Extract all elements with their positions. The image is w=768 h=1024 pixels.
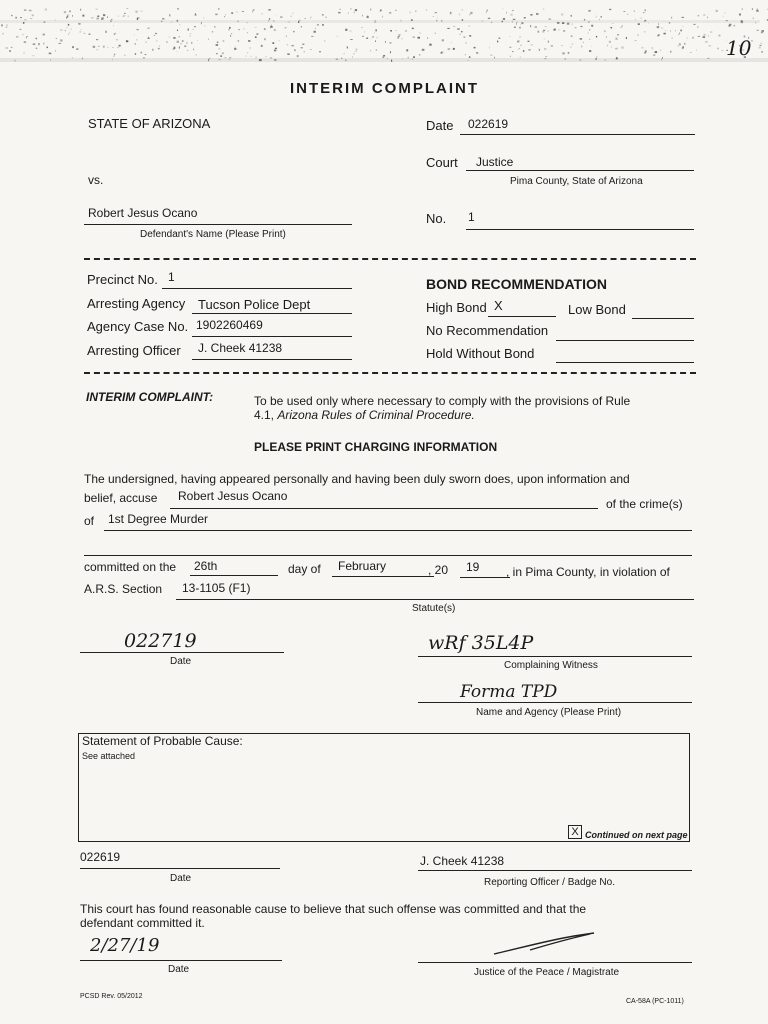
notice-text-2: [254, 408, 475, 422]
vs-label: vs.: [88, 173, 104, 187]
defendant-label: Defendant's Name (Please Print): [140, 229, 286, 240]
charging-heading: PLEASE PRINT CHARGING INFORMATION: [254, 440, 498, 454]
precinct-line: [162, 288, 352, 289]
footer-left: PCSD Rev. 05/2012: [80, 993, 143, 1000]
state-label: STATE OF ARIZONA: [88, 116, 211, 131]
defendant-name: Robert Jesus Ocano: [88, 206, 198, 220]
court-label: Court: [426, 155, 458, 170]
charging-line-1: The undersigned, having appeared personally and having been duly sworn does, upon information and: [84, 472, 630, 486]
sign-date-handwritten: 022719: [124, 630, 197, 652]
witness-signature: wRf 35L4P: [428, 632, 534, 654]
finding-text-1: This court has found reasonable cause to believe that such offense was committed and that the: [80, 902, 587, 916]
hold-without-bond-label: Hold Without Bond: [426, 346, 535, 361]
date-label: Date: [426, 118, 454, 133]
arresting-agency-value: Tucson Police Dept: [198, 297, 311, 312]
no-recommendation-label: No Recommendation: [426, 323, 549, 338]
low-bond-label: Low Bond: [568, 302, 626, 317]
name-agency-label: Name and Agency (Please Print): [476, 707, 622, 718]
form-title: INTERIM COMPLAINT: [290, 80, 479, 97]
ars-label: A.R.S. Section: [84, 582, 163, 596]
crime-line-2: [84, 555, 692, 556]
committed-label: committed on the: [84, 560, 177, 574]
continued-label: Continued on next page: [585, 830, 688, 840]
high-bond-value: X: [494, 298, 503, 313]
probable-cause-box: [78, 733, 690, 842]
day-line: [190, 575, 278, 576]
year-line: [460, 577, 510, 578]
no-recommendation-line: [556, 340, 694, 341]
precinct-label: Precinct No.: [87, 272, 158, 287]
no-label: No.: [426, 211, 447, 226]
month-value: February: [338, 559, 387, 573]
finding-date-handwritten: 2/27/19: [90, 935, 160, 956]
scan-noise-strip: [0, 0, 768, 70]
divider-2: [84, 372, 696, 374]
county-text: , in Pima County, in violation of: [506, 565, 670, 579]
court-sub: Pima County, State of Arizona: [510, 176, 643, 187]
date-value: 022619: [468, 117, 509, 131]
sign-date-line: [80, 652, 284, 653]
date-line: [460, 134, 695, 135]
statute-value: 13-1105 (F1): [182, 581, 251, 595]
witness-line: [418, 656, 692, 657]
low-bond-line: [632, 318, 694, 319]
arresting-officer-line: [192, 359, 352, 360]
continued-checkbox[interactable]: X: [568, 825, 582, 839]
finding-date-label: Date: [168, 964, 190, 975]
probable-cause-heading: Statement of Probable Cause:: [82, 734, 243, 748]
notice-label: INTERIM COMPLAINT:: [86, 390, 214, 404]
no-value: 1: [468, 210, 475, 224]
arresting-agency-label: Arresting Agency: [87, 296, 186, 311]
hold-without-bond-line: [556, 362, 694, 363]
finding-text-2: defendant committed it.: [80, 916, 205, 930]
high-bond-line: [488, 316, 556, 317]
month-line: [332, 576, 434, 577]
accused-name: Robert Jesus Ocano: [178, 489, 288, 503]
precinct-value: 1: [168, 270, 175, 284]
divider-1: [84, 258, 696, 260]
notice-text-1: To be used only where necessary to comply with the provisions of Rule: [254, 394, 631, 408]
defendant-line: [84, 224, 352, 225]
sign-date-label: Date: [170, 656, 192, 667]
notice-rule: 4.1,: [254, 408, 275, 422]
case-no-line: [192, 336, 352, 337]
court-value: Justice: [476, 155, 514, 169]
report-officer-value: J. Cheek 41238: [420, 854, 505, 868]
name-agency-line: [418, 702, 692, 703]
report-date-value: 022619: [80, 850, 121, 864]
day-value: 26th: [194, 559, 218, 573]
no-line: [466, 229, 694, 230]
judge-line: [418, 962, 692, 963]
crime-value: 1st Degree Murder: [108, 512, 209, 526]
of-label: of: [84, 514, 95, 528]
probable-cause-text: See attached: [82, 751, 136, 761]
judge-label: Justice of the Peace / Magistrate: [474, 967, 620, 978]
judge-signature: [490, 930, 610, 960]
report-date-label: Date: [170, 873, 192, 884]
case-no-label: Agency Case No.: [87, 319, 189, 334]
crimes-label: of the crime(s): [606, 497, 683, 511]
arresting-officer-value: J. Cheek 41238: [198, 341, 283, 355]
year-prefix: , 20: [428, 563, 449, 577]
crime-line-1: [104, 530, 692, 531]
notice-rules-name: Arizona Rules of Criminal Procedure.: [277, 408, 475, 422]
belief-label: belief, accuse: [84, 491, 158, 505]
arresting-agency-line: [192, 313, 352, 314]
name-agency-signature: Forma TPD: [460, 682, 558, 702]
report-officer-line: [418, 870, 692, 871]
high-bond-label: High Bond: [426, 300, 487, 315]
report-date-line: [80, 868, 280, 869]
footer-right: CA-58A (PC-1011): [626, 998, 684, 1005]
accused-line: [170, 508, 598, 509]
court-line: [466, 170, 694, 171]
bond-heading: BOND RECOMMENDATION: [426, 276, 607, 292]
page-mark: 10: [726, 36, 752, 60]
witness-label: Complaining Witness: [504, 660, 598, 671]
arresting-officer-label: Arresting Officer: [87, 343, 181, 358]
statute-label: Statute(s): [412, 603, 456, 614]
day-of-label: day of: [288, 562, 321, 576]
statute-line: [176, 599, 694, 600]
finding-date-line: [80, 960, 282, 961]
year-value: 19: [466, 560, 480, 574]
case-no-value: 1902260469: [196, 318, 263, 332]
report-officer-label: Reporting Officer / Badge No.: [484, 877, 615, 888]
